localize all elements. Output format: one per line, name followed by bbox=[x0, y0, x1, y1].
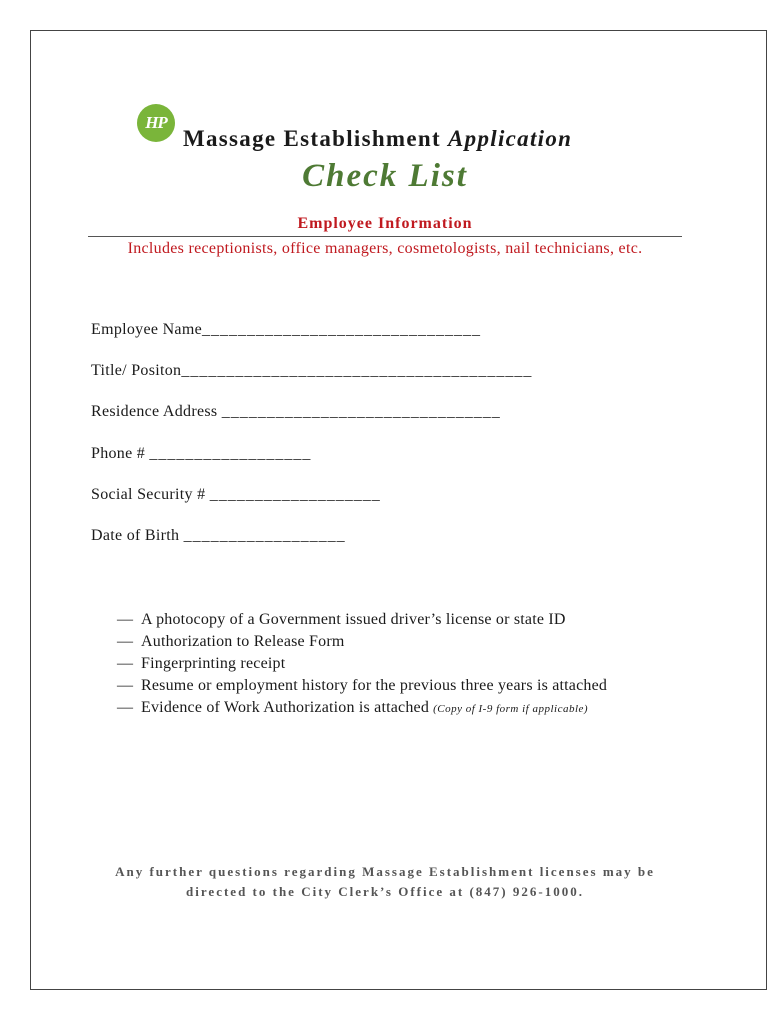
field-label: Social Security # bbox=[91, 486, 210, 503]
section-subheading: Includes receptionists, office managers, cosmetologists, nail technicians, etc. bbox=[127, 240, 643, 257]
hp-logo-icon: HP bbox=[137, 104, 175, 142]
list-item-text: Authorization to Release Form bbox=[141, 633, 345, 650]
field-employee-name[interactable] bbox=[91, 321, 481, 339]
list-item-text: A photocopy of a Government issued driver’s license or state ID bbox=[141, 611, 566, 628]
field-label: Title/ Positon bbox=[91, 362, 182, 379]
checklist-heading: Check List bbox=[302, 158, 468, 194]
list-item bbox=[117, 609, 677, 631]
field-title-position[interactable] bbox=[91, 362, 532, 380]
list-item bbox=[117, 631, 677, 653]
field-label: Employee Name bbox=[91, 321, 202, 338]
title-part-application: Application bbox=[448, 126, 573, 151]
document-title bbox=[183, 126, 572, 152]
field-label: Residence Address bbox=[91, 403, 222, 420]
list-item bbox=[117, 653, 677, 675]
field-phone[interactable] bbox=[91, 445, 311, 463]
field-line: ___________________ bbox=[209, 486, 381, 503]
field-line: _______________________________ bbox=[221, 403, 501, 420]
list-item-note: (Copy of I-9 form if applicable) bbox=[433, 703, 589, 715]
field-date-of-birth[interactable] bbox=[91, 527, 346, 545]
title-part-establishment: Massage Establishment bbox=[183, 126, 441, 151]
dash-marker: — bbox=[117, 655, 134, 672]
field-residence-address[interactable] bbox=[91, 403, 501, 421]
field-line: __________________ bbox=[149, 445, 312, 462]
dash-marker: — bbox=[117, 677, 134, 694]
section-heading: Employee Information bbox=[297, 215, 473, 232]
field-label: Date of Birth bbox=[91, 527, 184, 544]
list-item bbox=[117, 697, 677, 720]
footer-contact-note: Any further questions regarding Massage Establishment licenses may be directed to the City Clerk’s Office at (847) 926-1000. bbox=[115, 864, 655, 899]
dash-marker: — bbox=[117, 633, 134, 650]
field-line: __________________ bbox=[183, 527, 346, 544]
field-line: _______________________________ bbox=[201, 321, 481, 338]
list-item-text: Resume or employment history for the previous three years is attached bbox=[141, 677, 608, 694]
list-item-main-text: Evidence of Work Authorization is attached bbox=[141, 699, 430, 716]
field-label: Phone # bbox=[91, 445, 150, 462]
list-item bbox=[117, 675, 677, 697]
field-social-security[interactable] bbox=[91, 486, 381, 504]
section-divider bbox=[88, 236, 682, 237]
dash-marker: — bbox=[117, 611, 134, 628]
list-item-text bbox=[141, 697, 677, 720]
dash-marker: — bbox=[117, 699, 134, 716]
field-line: _______________________________________ bbox=[181, 362, 533, 379]
list-item-text: Fingerprinting receipt bbox=[141, 655, 286, 672]
required-documents-list bbox=[117, 609, 677, 720]
